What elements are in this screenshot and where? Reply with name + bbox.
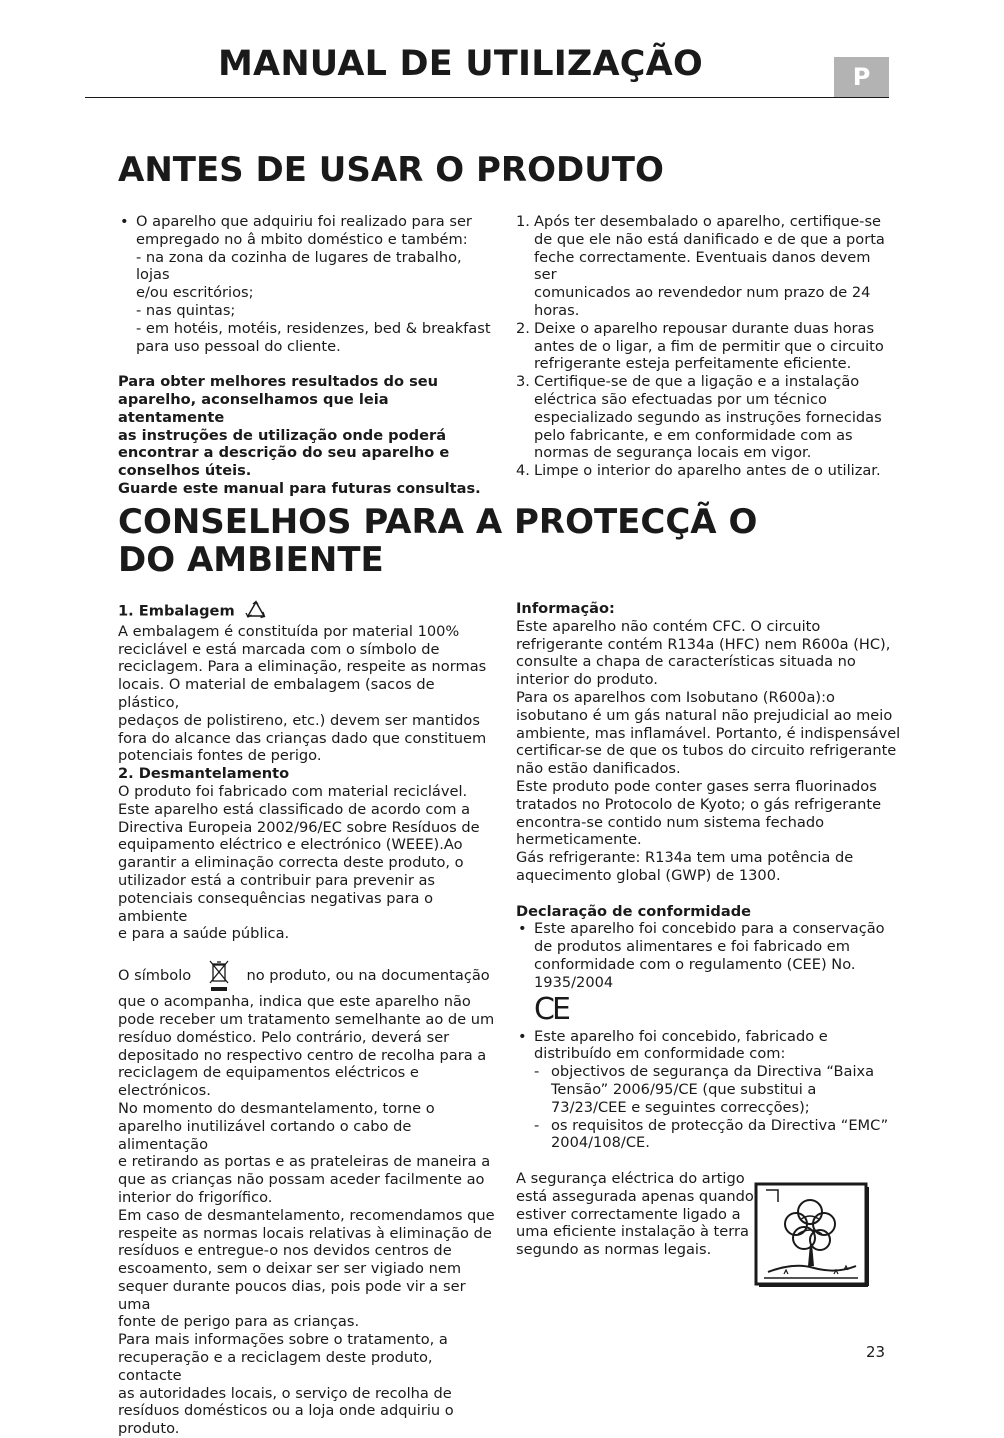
text-line: reciclável e está marcada com o símbolo de [118,640,440,658]
packaging-title-text: 1. Embalagem [118,602,235,620]
text-line: resíduos e entregue-o nos devidos centros de [118,1242,452,1260]
text-line: certificar-se de que os tubos do circuito refrigerante [516,742,897,760]
text-line: Este aparelho não contém CFC. O circuito [516,617,821,635]
text-line: Tensão” 2006/95/CE (que substitui a [551,1080,817,1098]
text-line: comunicados ao revendedor num prazo de 24 [534,284,871,302]
text-line: que o acompanha, indica que este aparelho não [118,993,471,1011]
text-line: • O aparelho que adquiriu foi realizado para ser [136,213,472,230]
text-line: electrónicos. [118,1082,211,1100]
text-line: não estão danificados. [516,760,681,778]
recycle-icon [240,600,268,623]
section2-right-column [516,600,901,1259]
usage-scope-bullet [118,213,498,355]
text-line: encontra-se contido num sistema fechado [516,813,825,831]
text-line: sequer durante poucos dias, pois pode vir a ser uma [118,1277,466,1313]
text-line: - nas quintas; [136,301,236,319]
numbered-item [516,373,896,462]
text-line: aparelho inutilizável cortando o cabo de alimentação [118,1117,412,1153]
information-title: Informação: [516,600,615,617]
text-line: refrigerante contém R134a (HFC) nem R600a (HC), [516,635,891,653]
text-line: locais. O material de embalagem (sacos de plástico, [118,676,435,711]
packaging-title [118,600,498,623]
text-line: depositado no respectivo centro de recolha para a [118,1046,487,1064]
text-line: utilizador está a contribuir para prevenir as [118,871,436,889]
text-line: escoamento, sem o deixar ser ser vigiado nem [118,1260,462,1278]
text-line: interior do frigorífico. [118,1188,273,1206]
text-line: os requisitos de protecção da Directiva “EMC” [551,1116,889,1134]
directive-item [516,1063,901,1116]
conformity-bullet [516,920,901,991]
item-number: 2. [516,319,530,337]
section-heading-environment [118,503,757,579]
conformity-bullet [516,1028,901,1064]
section2-left-column [118,600,498,1438]
text-line: segundo as normas legais. [516,1241,712,1259]
text-line: resíduos domésticos ou a loja onde adquiriu o [118,1402,454,1420]
text-line: de que ele não está danificado e de que a porta [534,230,885,248]
text-line: consulte a chapa de características situada no [516,653,856,671]
ce-mark: CE [534,991,568,1027]
text-line: potenciais fontes de perigo. [118,747,322,765]
text-line: interior do produto. [516,671,658,689]
item-number: 4. [516,462,530,480]
numbered-item [516,213,896,320]
text-line: feche correctamente. Eventuais danos devem ser [534,248,871,284]
text-line: Em caso de desmantelamento, recomendamos que [118,1206,495,1224]
section1-right-column [516,213,896,480]
text-line: horas. [534,301,580,319]
weee-bin-icon [196,959,242,993]
text-line: de produtos alimentares e foi fabricado em [534,938,850,956]
text-line: Deixe o aparelho repousar durante duas horas [534,319,875,337]
text-line: - em hotéis, motéis, residenzes, bed & breakfast [136,319,491,337]
text-line: tratados no Protocolo de Kyoto; o gás refrigerante [516,795,882,813]
heading-line: DO AMBIENTE [118,540,384,580]
header-divider [85,97,889,98]
text-line: potenciais consequências negativas para o ambiente [118,889,433,925]
text-line: pedaços de polistireno, etc.) devem ser mantidos [118,711,480,729]
text-line: 2004/108/CE. [551,1134,650,1152]
text-line: pelo fabricante, e em conformidade com as [534,426,853,444]
text-line: distribuído em conformidade com: [534,1045,786,1063]
text-line: reciclagem. Para a eliminação, respeite as normas [118,658,487,676]
section-heading-before-use: ANTES DE USAR O PRODUTO [118,150,664,190]
text-line: uma eficiente instalação à terra [516,1223,749,1241]
text-line: ambiente, mas inflamável. Portanto, é indispensável [516,724,901,742]
text-line: Para mais informações sobre o tratamento, a [118,1331,448,1349]
text-line: Para obter melhores resultados do seu [118,373,439,391]
text-line: 73/23/CEE e seguintes correcções); [551,1098,810,1116]
text-line: Directiva Europeia 2002/96/EC sobre Resíduos de [118,818,480,836]
text-line: resíduo doméstico. Pelo contrário, deverá ser [118,1028,450,1046]
read-instructions-note [118,373,498,498]
weee-symbol-line [118,959,498,993]
item-number: 3. [516,373,530,391]
text-line: objectivos de segurança da Directiva “Baixa [551,1063,875,1081]
text-line: Para os aparelhos com Isobutano (R600a):o [516,688,835,706]
page-number: 23 [866,1343,886,1361]
text-line: Este aparelho está classificado de acordo com a [118,800,471,818]
text-line: Gás refrigerante: R134a tem uma potência de [516,849,854,867]
text-line: garantir a eliminação correcta deste produto, o [118,854,464,872]
conformity-title: Declaração de conformidade [516,902,752,920]
text-line: recuperação e a reciclagem deste produto, contacte [118,1349,433,1384]
text-line: • Este aparelho foi concebido para a conservação [534,920,885,938]
text-line: está assegurada apenas quando [516,1187,754,1205]
text-line: fonte de perigo para as crianças. [118,1313,360,1331]
text-line: estiver correctamente ligado a [516,1205,741,1223]
text-line: refrigerante esteja perfeitamente eficiente. [534,355,852,373]
directive-item [516,1117,901,1153]
text-line: e para a saúde pública. [118,925,290,943]
numbered-item [516,320,896,373]
text-line: pode receber um tratamento semelhante ao de um [118,1010,495,1028]
text-line: respeite as normas locais relativas à eliminação de [118,1224,492,1242]
text-line: encontrar a descrição do seu aparelho e [118,444,450,462]
text-line: as autoridades locais, o serviço de recolha de [118,1384,452,1402]
dash-marker: - [534,1063,540,1081]
text-line: aparelho, aconselhamos que leia atentamente [118,390,389,426]
text-line: hermeticamente. [516,831,642,849]
text-line: aquecimento global (GWP) de 1300. [516,866,781,884]
text-line: especializado segundo as instruções fornecidas [534,408,882,426]
text-line: O produto foi fabricado com material reciclável. [118,782,468,800]
text-line: e retirando as portas e as prateleiras de maneira a [118,1153,491,1171]
manual-title: MANUAL DE UTILIZAÇÃO [218,44,703,84]
text-line: produto. [118,1420,180,1438]
text-line: - na zona da cozinha de lugares de trabalho, lojas [136,248,462,284]
text-fragment: O símbolo [118,967,192,985]
text-line: Este produto pode conter gases serra fluorinados [516,777,877,795]
text-line: para uso pessoal do cliente. [136,337,341,355]
text-line: Limpe o interior do aparelho antes de o utilizar. [534,462,881,480]
disposal-title: 2. Desmantelamento [118,765,290,783]
language-badge: P [834,57,889,97]
text-line: conformidade com o regulamento (CEE) No. [534,955,856,973]
text-line: empregado no â mbito doméstico e também: [136,230,468,248]
text-line: reciclagem de equipamentos eléctricos e [118,1064,419,1082]
text-line: eléctrica são efectuadas por um técnico [534,390,827,408]
text-line: Certifique-se de que a ligação e a instalação [534,373,860,391]
text-line: Guarde este manual para futuras consultas. [118,479,481,497]
text-line: Após ter desembalado o aparelho, certifique-se [534,213,882,230]
text-line: isobutano é um gás natural não prejudicial ao meio [516,706,893,724]
heading-line: CONSELHOS PARA A PROTECÇÃ O [118,502,758,542]
item-number: 1. [516,213,530,230]
section1-left-column [118,213,498,498]
text-line: as instruções de utilização onde poderá [118,426,447,444]
text-line: 1935/2004 [534,973,614,991]
numbered-item [516,462,896,480]
text-line: equipamento eléctrico e electrónico (WEEE).Ao [118,836,463,854]
dash-marker: - [534,1116,540,1134]
text-line: e/ou escritórios; [136,284,254,302]
environment-tree-icon [754,1182,870,1288]
text-line: No momento do desmantelamento, torne o [118,1099,435,1117]
text-fragment: no produto, ou na documentação [246,967,490,985]
text-line: conselhos úteis. [118,462,252,480]
text-line: antes de o ligar, a fim de permitir que o circuito [534,337,884,355]
text-line: A embalagem é constituída por material 100% [118,622,460,640]
text-line: • Este aparelho foi concebido, fabricado e [534,1027,828,1045]
text-line: A segurança eléctrica do artigo [516,1169,745,1187]
text-line: fora do alcance das crianças dado que constituem [118,729,487,747]
text-line: normas de segurança locais em vigor. [534,444,812,462]
text-line: que as crianças não possam aceder facilmente ao [118,1171,485,1189]
